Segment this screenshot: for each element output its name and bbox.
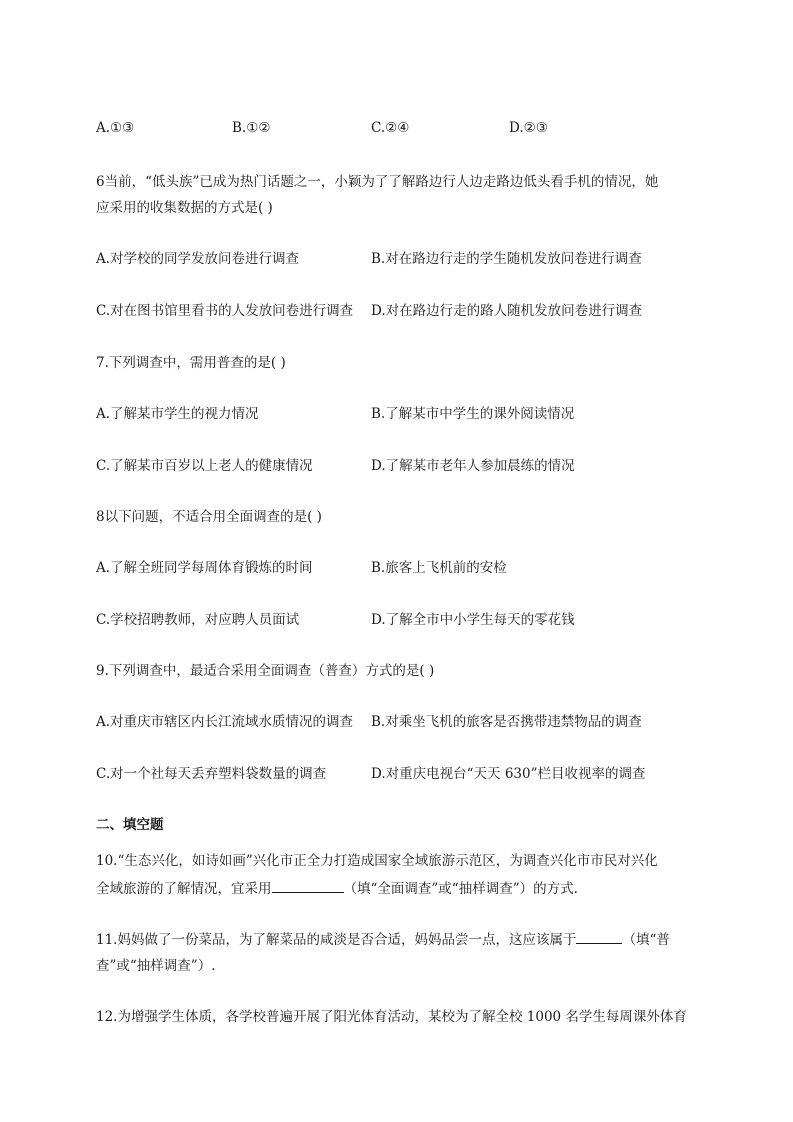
q9-option-c: C.对一个社每天丢弃塑料袋数量的调查 [96,766,327,782]
section-heading: 二、填空题 [96,817,164,833]
q10-line2 [96,878,578,899]
q6-option-b: B.对在路边行走的学生随机发放问卷进行调查 [371,251,642,267]
q11-line1 [96,929,670,950]
q11-line1-post: （填“普 [622,932,670,948]
q10-line2-pre: 全域旅游的了解情况，宜采用 [96,881,272,897]
q8-stem: 8以下问题，不适合用全面调查的是( ) [96,509,322,525]
q7-stem: 7.下列调查中，需用普查的是( ) [96,355,286,371]
q12-line1: 12.为增强学生体质，各学校普遍开展了阳光体育活动，某校为了解全校 1000 名学生每周课外体育 [96,1009,687,1025]
q6-option-c: C.对在图书馆里看书的人发放问卷进行调查 [96,303,354,319]
q6-option-d: D.对在路边行走的路人随机发放问卷进行调查 [371,303,643,319]
q6-stem-line2: 应采用的收集数据的方式是( ) [96,200,273,216]
q10-answer-blank[interactable] [272,878,344,893]
q9-option-b: B.对乘坐飞机的旅客是否携带违禁物品的调查 [371,714,642,730]
q5-option-b: B.①② [232,120,271,136]
q8-option-b: B.旅客上飞机前的安检 [371,560,507,576]
q7-option-b: B.了解某市中学生的课外阅读情况 [371,406,575,422]
q11-line2: 查”或“抽样调查”）. [96,958,216,974]
q9-option-a: A.对重庆市辖区内长江流域水质情况的调查 [96,714,354,730]
q9-stem: 9.下列调查中，最适合采用全面调查（普查）方式的是( ) [96,663,435,679]
q7-option-d: D.了解某市老年人参加晨练的情况 [371,458,575,474]
q9-option-d: D.对重庆电视台“天天 630”栏目收视率的调查 [371,766,646,782]
q8-option-a: A.了解全班同学每周体育锻炼的时间 [96,560,313,576]
q10-line1: 10.“生态兴化，如诗如画”兴化市正全力打造成国家全域旅游示范区，为调查兴化市市民对兴化 [96,853,658,869]
q7-option-c: C.了解某市百岁以上老人的健康情况 [96,458,313,474]
q5-option-c: C.②④ [371,120,410,136]
q11-answer-blank[interactable] [576,929,622,944]
q10-line2-post: （填“全面调查”或“抽样调查”）的方式. [343,881,578,897]
q7-option-a: A.了解某市学生的视力情况 [96,406,259,422]
q5-option-a: A.①③ [96,120,135,136]
q6-stem-line1: 6当前，“低头族”已成为热门话题之一，小颖为了了解路边行人边走路边低头看手机的情况，她 [96,174,659,190]
q5-option-d: D.②③ [509,120,548,136]
q8-option-c: C.学校招聘教师，对应聘人员面试 [96,612,300,628]
q6-option-a: A.对学校的同学发放问卷进行调查 [96,251,300,267]
q8-option-d: D.了解全市中小学生每天的零花钱 [371,612,575,628]
q11-line1-pre: 11.妈妈做了一份菜品，为了解菜品的咸淡是否合适，妈妈品尝一点，这应该属于 [96,932,577,948]
